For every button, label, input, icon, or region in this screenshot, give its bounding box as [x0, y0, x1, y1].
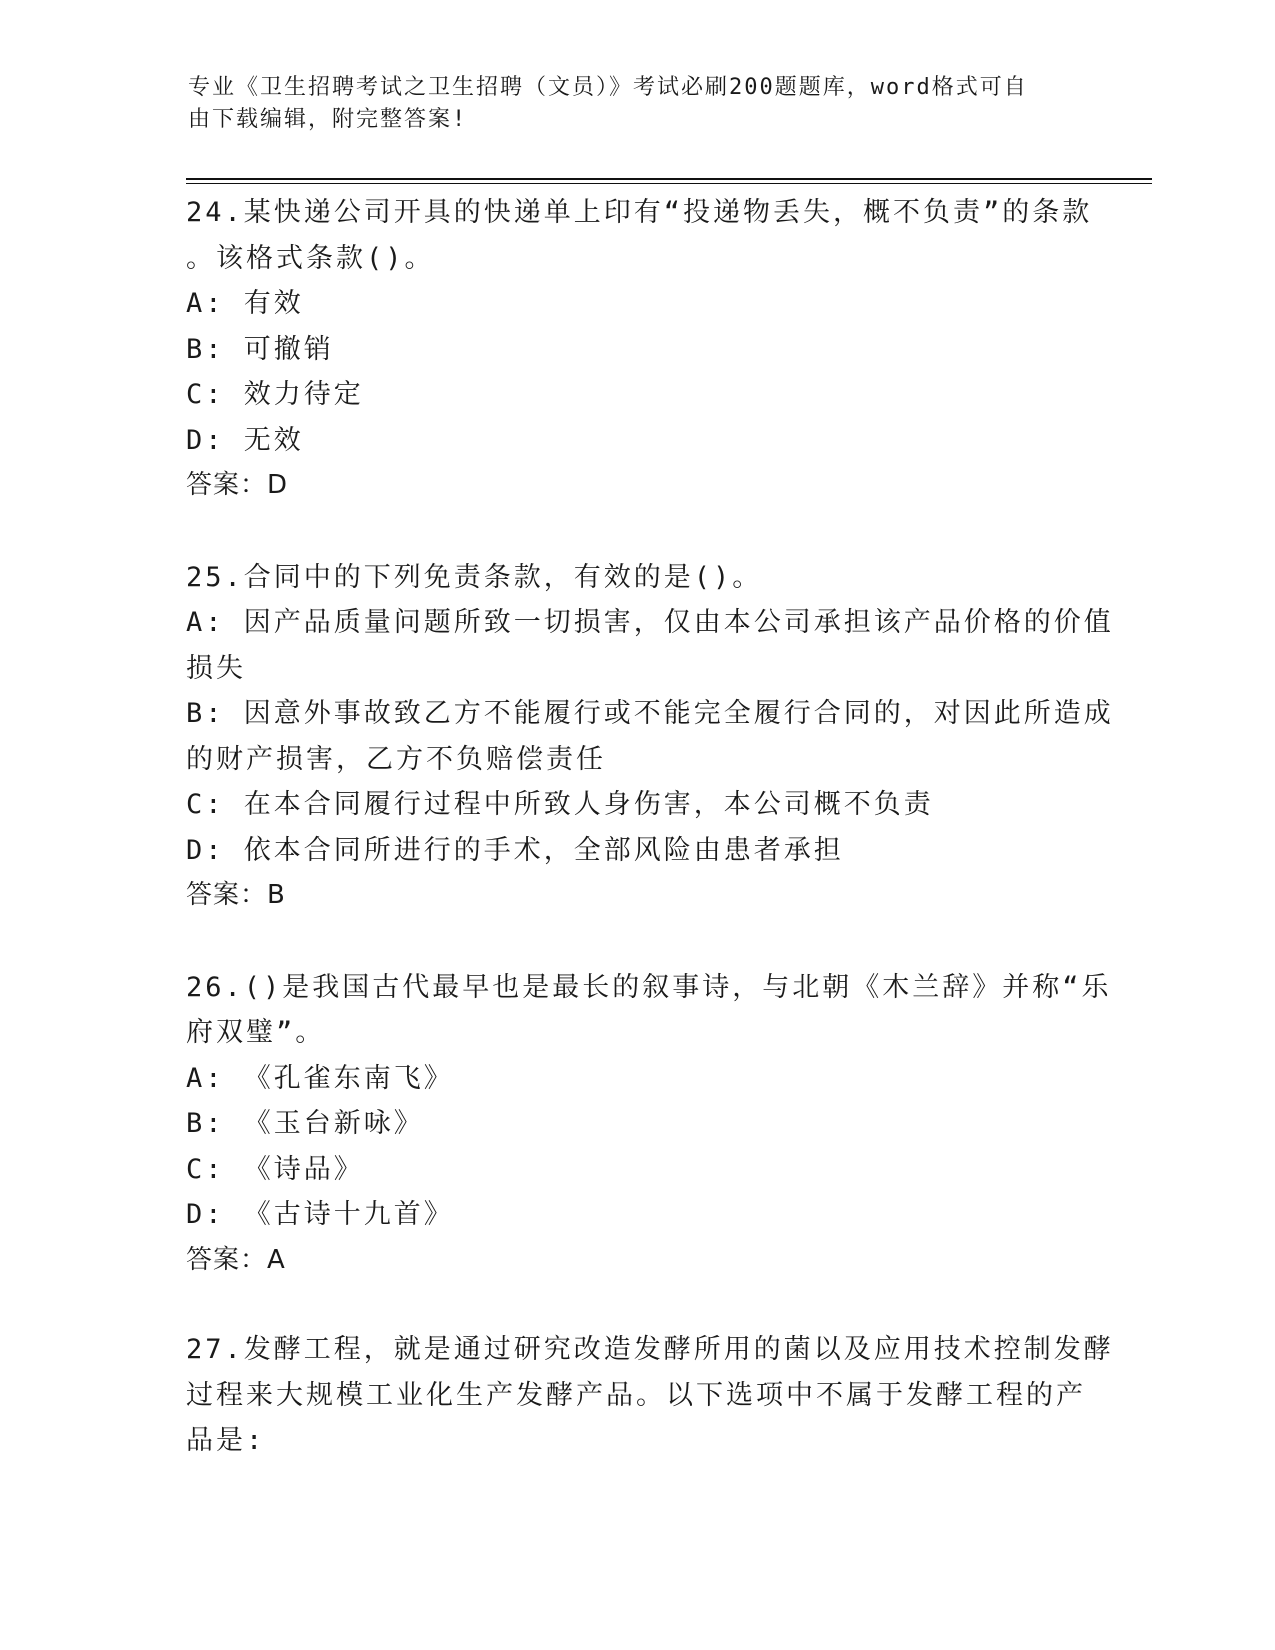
question-stem: 26.()是我国古代最早也是最长的叙事诗，与北朝《木兰辞》并称“乐 [186, 971, 1112, 1003]
option-d: D: 《古诗十九首》 [186, 1199, 454, 1230]
question-26 [186, 965, 1112, 1284]
header-line-2: 由下载编辑，附完整答案! [188, 107, 468, 132]
question-27 [186, 1327, 1114, 1464]
option-a: A: 因产品质量问题所致一切损害，仅由本公司承担该产品价格的价值 [186, 607, 1114, 638]
question-stem: 25.合同中的下列免责条款，有效的是()。 [186, 561, 763, 593]
option-c: C: 《诗品》 [186, 1153, 364, 1185]
option-a: A: 《孔雀东南飞》 [186, 1062, 454, 1094]
question-stem: 。该格式条款()。 [186, 242, 435, 274]
question-24 [186, 190, 1093, 509]
option-d: D: 依本合同所进行的手术，全部风险由患者承担 [186, 834, 844, 866]
option-b-continued: 的财产损害，乙方不负赔偿责任 [186, 743, 606, 775]
question-25 [186, 555, 1114, 919]
option-a: A: 有效 [186, 288, 304, 319]
option-d: D: 无效 [186, 424, 304, 456]
header-divider-thin [186, 183, 1152, 184]
answer-text: 答案：A [186, 1244, 286, 1275]
document-header [188, 72, 1068, 136]
answer-text: 答案：D [186, 470, 289, 500]
option-c: C: 在本合同履行过程中所致人身伤害，本公司概不负责 [186, 789, 934, 820]
option-b: B: 可撤销 [186, 333, 334, 365]
header-line-1: 专业《卫生招聘考试之卫生招聘（文员）》考试必刷200题题库，word格式可自 [188, 75, 1028, 100]
header-divider-thick [186, 178, 1152, 180]
question-stem: 24.某快递公司开具的快递单上印有“投递物丢失，概不负责”的条款 [186, 197, 1093, 228]
option-b: B: 因意外事故致乙方不能履行或不能完全履行合同的，对因此所造成 [186, 698, 1114, 729]
option-b: B: 《玉台新咏》 [186, 1108, 424, 1139]
option-c: C: 效力待定 [186, 379, 364, 410]
answer-text: 答案：B [186, 880, 286, 910]
question-stem: 品是: [186, 1425, 266, 1456]
question-list [186, 190, 1114, 1464]
question-stem: 府双璧”。 [186, 1017, 326, 1048]
option-a-continued: 损失 [186, 652, 246, 684]
question-stem: 过程来大规模工业化生产发酵产品。以下选项中不属于发酵工程的产 [186, 1379, 1086, 1411]
question-stem: 27.发酵工程，就是通过研究改造发酵所用的菌以及应用技术控制发酵 [186, 1334, 1114, 1365]
